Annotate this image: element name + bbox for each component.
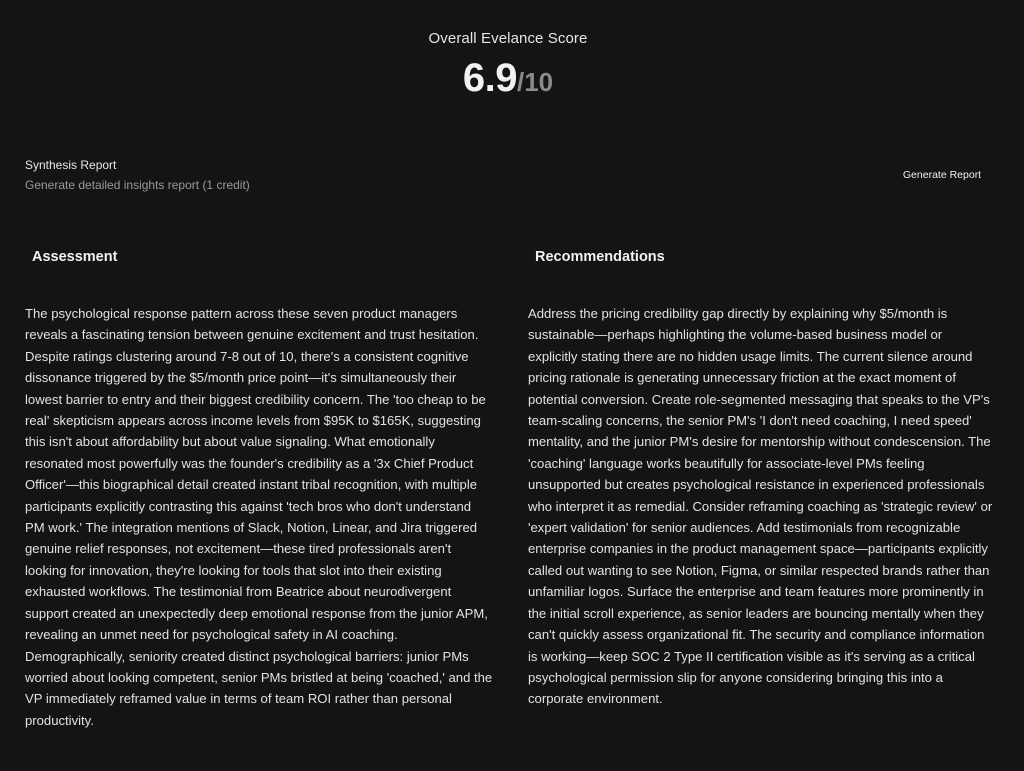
recommendations-body: Address the pricing credibility gap directly by explaining why $5/month is sustainable—perhaps highlighting the volume-based business model or explicitly stating there are no hidden usage limits. The current silence around pricing rationale is generating unnecessary friction at the exact moment of potential conversion. Create role-segmented messaging that speaks to the VP's team-scaling concerns, the senior PM's 'I don't need coaching, I need speed' mentality, and the junior PM's desire for mentorship without condescension. The 'coaching' language works beautifully for associate-level PMs feeling unsupported but creates psychological resistance in experienced professionals who interpret it as remedial. Consider reframing coaching as 'strategic review' or 'expert validation' for senior audiences. Add testimonials from recognizable enterprise companies in the product management space—participants explicitly called out wanting to see Notion, Figma, or similar respected brands rather than unfamiliar logos. Surface the enterprise and team features more prominently in the initial scroll experience, as senior leaders are bouncing mentally when they can't quickly assess organizational fit. The security and compliance information is working—keep SOC 2 Type II certification visible as it's serving as a critical psychological permission slip for anyone considering bringing this into a corporate environment. [528,306,993,707]
score-label: Overall Evelance Score [428,30,588,47]
score-value: 6.9 [462,56,517,100]
recommendations-heading: Recommendations [535,249,665,265]
synthesis-report-section [25,157,250,193]
generate-report-button[interactable]: Generate Report [897,166,987,184]
assessment-heading: Assessment [32,249,118,265]
synthesis-report-title: Synthesis Report [25,158,117,172]
assessment-body: The psychological response pattern across these seven product managers reveals a fascinating tension between genuine excitement and trust hesitation. Despite ratings clustering around 7-8 out of 10, there's a consistent cognitive dissonance triggered by the $5/month price point—it's simultaneously their lowest barrier to entry and their biggest credibility concern. The 'too cheap to be real' skepticism appears across income levels from $95K to $165K, suggesting this isn't about affordability but about value signaling. What emotionally resonated most powerfully was the founder's credibility as a '3x Chief Product Officer'—this biographical detail created instant tribal recognition, with multiple participants explicitly contrasting this against 'tech bros who don't understand PM work.' The integration mentions of Slack, Notion, Linear, and Jira triggered genuine relief responses, not excitement—these tired professionals aren't looking for innovation, they're looking for tools that slot into their existing exhausted workflows. The testimonial from Beatrice about neurodivergent support created an unexpectedly deep emotional response from the junior APM, revealing an unmet need for psychological safety in AI coaching. Demographically, seniority created distinct psychological barriers: junior PMs worried about looking competent, senior PMs bristled at being 'coached,' and the VP immediately reframed value in terms of team ROI rather than personal productivity. [25,306,493,728]
synthesis-report-subtitle: Generate detailed insights report (1 credit) [25,178,250,192]
score-value-display [0,56,1016,101]
score-max: /10 [516,67,554,97]
